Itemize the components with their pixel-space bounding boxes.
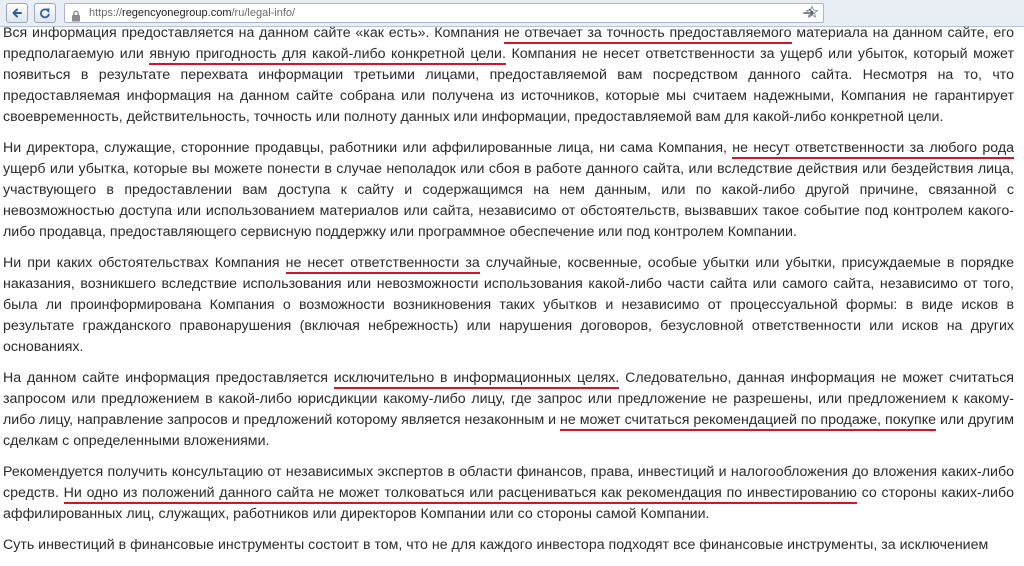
url-path: /ru/legal-info/ (231, 7, 296, 19)
star-icon (805, 4, 819, 23)
text-segment: ущерб или убытка, которые вы можете понести в случае неполадок или сбоя в работе данного сайта, или вследствие действия или бездействия лица, участвующего в предоставлении вам доступа к сайту и содержащимся на нем данным, или по какой-либо другой причине, связанной с невозможностью доступа или использованием материалов или сайта, независимо от обстоятельств, вызвавших такое событие под контролем какого-либо продавца, предоставляющего сервисную поддержку или программное обеспечение или под контролем Компании. (3, 161, 1014, 240)
text-segment: Ни при каких обстоятельствах Компания (3, 255, 286, 271)
url-prefix: https:// (89, 7, 123, 19)
underlined-phrase: не отвечает за точность предоставляемого (504, 25, 792, 44)
paragraph (3, 23, 1014, 128)
underlined-phrase: явную пригодность для какой-либо конкретной цели. (149, 46, 506, 65)
refresh-icon (39, 7, 51, 19)
underlined-phrase: не может считаться рекомендацией по продаже, покупке (560, 412, 936, 431)
text-segment: материала на данном сайте, его предполагаемую или (3, 25, 1014, 62)
text-segment: Ни директора, служащие, сторонние продавцы, работники или аффилированные лица, ни сама Компания, (3, 140, 733, 156)
address-bar[interactable] (64, 3, 824, 23)
text-segment: Компания не несет ответственности за ущерб или убыток, который может появиться в результате перехвата информации третьими лицами, предоставляемой вам посредством данного сайта. Несмотря на то, что предоставляемая информация на данном сайте собрана или получена из источников, которые мы считаем надежными, Компания не гарантирует своевременность, действительность, точность или полноту данных или информации, предоставляемой вам для какой-либо конкретной цели. (3, 46, 1014, 125)
legal-info-text (3, 23, 1014, 566)
text-segment: Следовательно, данная информация не может считаться запросом или предложением в какой-либо юрисдикции какому-либо лицу, где запрос или предложение не разрешены, или предложением к какому-либо лицу, направление запросов и предложений которому является незаконным и (3, 370, 1014, 428)
underlined-phrase: Ни одно из положений данного сайта не может толковаться или расцениваться как рекомендация по инвестированию (64, 485, 857, 504)
underlined-phrase: не несет ответственности за (286, 255, 480, 274)
text-segment: или другим сделкам с определенными вложениями. (3, 412, 1014, 449)
refresh-button[interactable] (34, 3, 56, 23)
back-arrow-icon (11, 7, 23, 19)
paragraph (3, 535, 1014, 556)
text-segment: Рекомендуется получить консультацию от независимых экспертов в области финансов, права, инвестиций и налогообложения до вложения каких-либо средств. (3, 464, 1014, 501)
text-segment: Суть инвестиций в финансовые инструменты состоит в том, что не для каждого инвестора подходят все финансовые инструменты, за исключением (3, 537, 989, 553)
text-segment: Вся информация предоставляется на данном сайте «как есть». Компания (3, 25, 504, 41)
bookmark-button[interactable] (802, 3, 822, 23)
back-button[interactable] (6, 3, 28, 23)
url-host: regencyonegroup.com (122, 7, 232, 19)
underlined-phrase: исключительно в информационных целях. (334, 370, 620, 389)
paragraph (3, 253, 1014, 358)
paragraph (3, 138, 1014, 243)
paragraph (3, 368, 1014, 452)
url-text[interactable] (89, 6, 295, 21)
text-segment: На данном сайте информация предоставляется (3, 370, 334, 386)
text-segment: случайные, косвенные, особые убытки или убытки, присуждаемые в порядке наказания, возникшего вследствие использования или невозможности использования какой-либо части сайта или самого сайта, независимо от того, была ли проинформирована Компания о возможности возникновения таких убытков и независимо от процессуальной формы: в виде исков в результате гражданского правонарушения (включая небрежность) или нарушения договоров, безусловной ответственности или исков на других основаниях. (3, 255, 1014, 355)
paragraph (3, 462, 1014, 525)
underlined-phrase: не несут ответственности за любого рода (732, 140, 1014, 159)
text-segment: со стороны каких-либо аффилированных лиц, служащих, работников или директоров Компании или со стороны самой Компании. (3, 485, 1014, 522)
